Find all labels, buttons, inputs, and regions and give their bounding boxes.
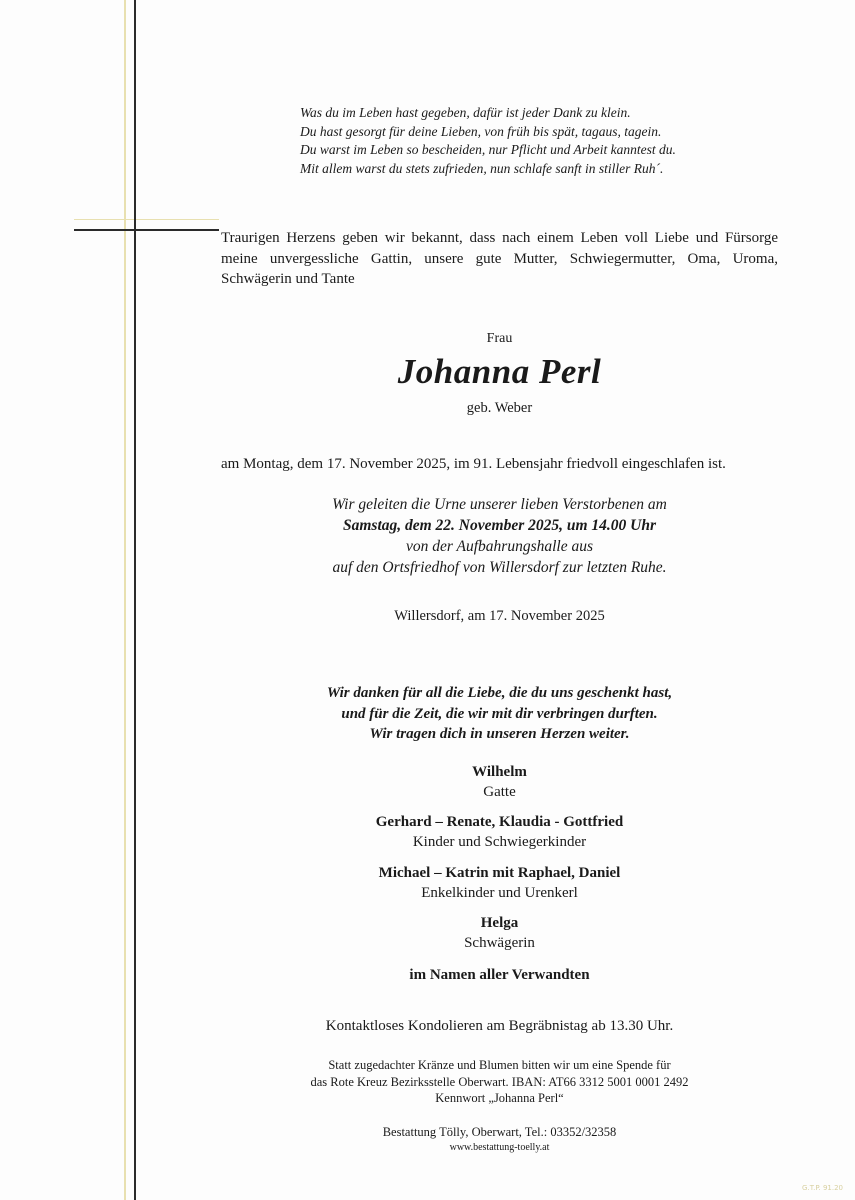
thanks-line: Wir danken für all die Liebe, die du uns geschenkt hast,	[326, 685, 673, 701]
thanks-line: und für die Zeit, die wir mit dir verbringen durften.	[341, 705, 658, 722]
poem	[300, 104, 676, 178]
poem-line: Du warst im Leben so bescheiden, nur Pflicht und Arbeit kanntest du.	[300, 142, 676, 157]
cross-shadow-vertical	[124, 0, 126, 1200]
condolence-note: Kontaktloses Kondolieren am Begräbnistag ab 13.30 Uhr.	[325, 1018, 674, 1034]
poem-line: Was du im Leben hast gegeben, dafür ist jeder Dank zu klein.	[300, 105, 631, 120]
birth-name: geb. Weber	[466, 400, 533, 416]
place-date: Willersdorf, am 17. November 2025	[394, 608, 605, 624]
funeral-details	[221, 494, 778, 578]
family-names: Wilhelm	[472, 764, 527, 780]
family-names: Michael – Katrin mit Raphael, Daniel	[378, 865, 621, 881]
undertaker: Bestattung Tölly, Oberwart, Tel.: 03352/32358	[382, 1125, 617, 1139]
donation-line: Kennwort „Johanna Perl“	[435, 1091, 564, 1105]
family-group	[221, 762, 778, 802]
funeral-line: von der Aufbahrungshalle aus	[406, 538, 593, 555]
death-notice: am Montag, dem 17. November 2025, im 91. Lebensjahr friedvoll eingeschlafen ist.	[221, 456, 726, 472]
funeral-line: auf den Ortsfriedhof von Willersdorf zur letzten Ruhe.	[332, 559, 667, 576]
thanks	[221, 683, 778, 745]
family-relation: Kinder und Schwiegerkinder	[412, 834, 587, 850]
family-relation: Gatte	[483, 784, 516, 800]
family-names: Helga	[480, 915, 519, 931]
intro-text: Traurigen Herzens geben wir bekannt, dass nach einem Leben voll Liebe und Fürsorge meine unvergessliche Gattin, unsere gute Mutter, Schwiegermutter, Oma, Uroma, Schwägerin und Tante	[221, 230, 778, 287]
family-relation: Schwägerin	[464, 935, 535, 951]
donation-line: das Rote Kreuz Bezirksstelle Oberwart. IBAN: AT66 3312 5001 0001 2492	[310, 1074, 689, 1089]
funeral-line: Wir geleiten die Urne unserer lieben Verstorbenen am	[332, 496, 667, 513]
relatives-line: im Namen aller Verwandten	[409, 967, 590, 983]
salutation: Frau	[486, 331, 513, 346]
funeral-date: Samstag, dem 22. November 2025, um 14.00 Uhr	[342, 517, 657, 534]
website-link[interactable]: www.bestattung-toelly.at	[449, 1142, 550, 1153]
poem-line: Du hast gesorgt für deine Lieben, von früh bis spät, tagaus, tagein.	[300, 123, 662, 139]
donation-line: Statt zugedachter Kränze und Blumen bitten wir um eine Spende für	[328, 1058, 671, 1072]
deceased-name: Johanna Perl	[397, 352, 602, 391]
family-group	[221, 913, 778, 953]
donation-note	[221, 1057, 778, 1107]
family-group	[221, 863, 778, 903]
thanks-line: Wir tragen dich in unseren Herzen weiter.	[369, 726, 630, 742]
family-group	[221, 812, 778, 852]
cross-horizontal-bar	[74, 229, 219, 231]
cross-shadow-horizontal	[74, 219, 219, 220]
cross-vertical-bar	[134, 0, 136, 1200]
family-relation: Enkelkinder und Urenkerl	[421, 885, 578, 901]
family-names: Gerhard – Renate, Klaudia - Gottfried	[375, 814, 624, 830]
corner-stamp: G.T.P. 91.20	[802, 1184, 843, 1192]
poem-line: Mit allem warst du stets zufrieden, nun schlafe sanft in stiller Ruh´.	[300, 160, 664, 176]
